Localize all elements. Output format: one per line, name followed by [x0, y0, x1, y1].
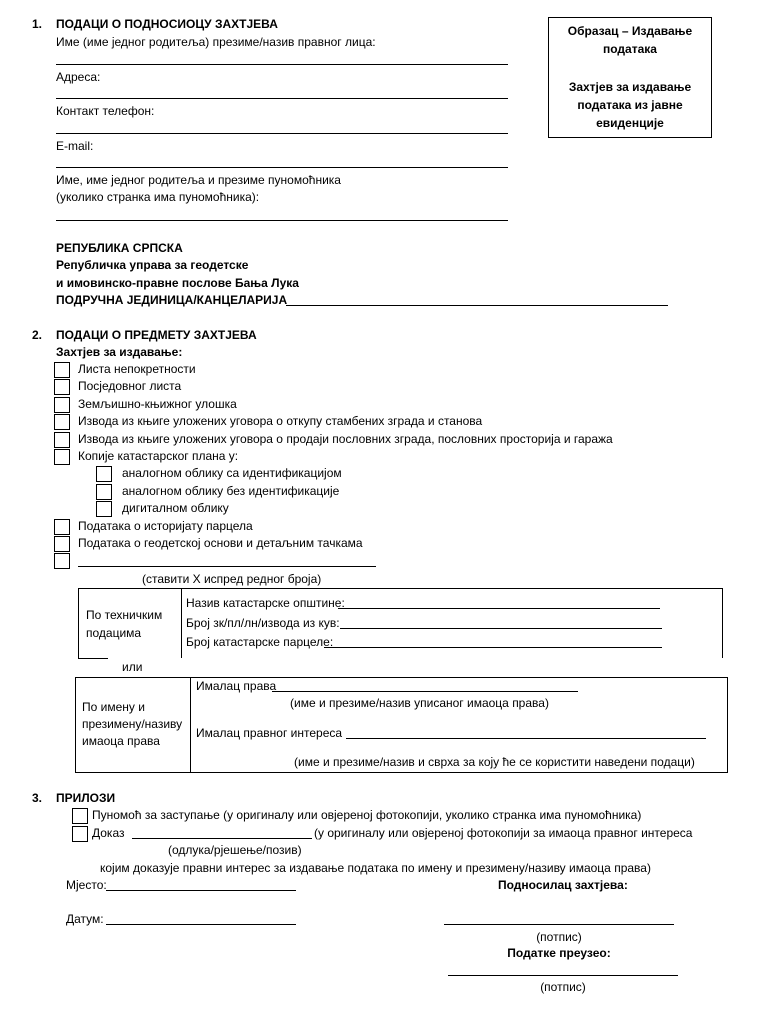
date-label: Датум: — [66, 912, 104, 926]
section-2-title: ПОДАЦИ О ПРЕДМЕТУ ЗАХТЈЕВА — [56, 328, 257, 342]
tech-box-bottom-stub — [78, 658, 108, 659]
office-unit-field[interactable] — [286, 305, 668, 306]
by-name-label: По имену и — [82, 700, 145, 714]
proxy-label-note: (уколико странка има пуномоћника): — [56, 190, 260, 204]
tech-data-label: По техничким — [86, 608, 163, 622]
or-label: или — [122, 660, 143, 674]
checkbox-analog-without-id[interactable] — [96, 484, 112, 500]
checkbox-digital[interactable] — [96, 501, 112, 517]
phone-field[interactable] — [56, 133, 508, 134]
signature-hint: (потпис) — [536, 930, 582, 944]
by-name-label-2: презимену/називу — [82, 717, 183, 731]
subitem-label: аналогном облику без идентификације — [122, 484, 340, 498]
item-label: Извода из књиге уложених уговора о продаји пословних зграда, пословних просторија и гаража — [78, 432, 613, 446]
form-title-line: евиденције — [596, 116, 664, 130]
section-1-title: ПОДАЦИ О ПОДНОСИОЦУ ЗАХТЈЕВА — [56, 17, 278, 31]
form-title-line: података — [603, 42, 657, 56]
checkbox-analog-with-id[interactable] — [96, 466, 112, 482]
tech-box-divider — [181, 588, 182, 658]
mark-note: (ставити X испред редног броја) — [142, 572, 322, 586]
proxy-label: Име, име једног родитеља и презиме пуномоћника — [56, 173, 341, 187]
address-field[interactable] — [56, 98, 508, 99]
signature-hint-2: (потпис) — [540, 980, 586, 994]
checkbox-other[interactable] — [54, 553, 70, 569]
office-authority: Републичка управа за геодетске — [56, 258, 249, 272]
item-label: Података о геодетској основи и детаљним тачкама — [78, 536, 363, 550]
office-authority-2: и имовинско-правне послове Бања Лука — [56, 276, 299, 290]
section-2-subtitle: Захтјев за издавање: — [56, 345, 183, 359]
checkbox-extract-business[interactable] — [54, 432, 70, 448]
checkbox-proof[interactable] — [72, 826, 88, 842]
other-item-field[interactable] — [78, 566, 376, 567]
section-3-number: 3. — [32, 791, 43, 805]
form-title-line: Образац – Издавање — [567, 24, 693, 38]
parcel-number-label: Број катастарске парцеле: — [186, 635, 334, 649]
tech-data-label-2: подацима — [86, 626, 142, 640]
tech-box-top — [78, 588, 722, 589]
extract-number-field[interactable] — [340, 628, 662, 629]
attachment-label: Пуномоћ за заступање (у оригиналу или овјереној фотокопији, уколико странка има пуномоћника) — [92, 808, 642, 822]
proof-label: Доказ — [92, 826, 125, 840]
date-field[interactable] — [106, 924, 296, 925]
applicant-signature-field[interactable] — [444, 924, 674, 925]
section-1-number: 1. — [32, 17, 43, 31]
holder-label: Ималац права — [196, 679, 277, 693]
address-label: Адреса: — [56, 70, 101, 84]
proof-purpose: којим доказује правни интерес за издавање података по имену и презимену/називу имаоца права) — [100, 861, 651, 875]
item-label: Података о историјату парцела — [78, 519, 253, 533]
received-by-signature-field[interactable] — [448, 975, 678, 976]
holder-hint: (име и презиме/назив уписаног имаоца права) — [290, 696, 549, 710]
item-label: Земљишно-књижног улошка — [78, 397, 237, 411]
place-label: Мјесто: — [66, 878, 107, 892]
email-field[interactable] — [56, 167, 508, 168]
applicant-name-label: Име (име једног родитеља) презиме/назив правног лица: — [56, 35, 376, 49]
checkbox-geodetic-basis[interactable] — [54, 536, 70, 552]
interest-field[interactable] — [346, 738, 706, 739]
checkbox-parcel-history[interactable] — [54, 519, 70, 535]
parcel-number-field[interactable] — [324, 647, 662, 648]
proof-label-cont: (у оригиналу или овјереној фотокопији за имаоца правног интереса — [314, 826, 693, 840]
received-by-label: Податке преузео: — [507, 946, 611, 960]
municipality-field[interactable] — [338, 608, 660, 609]
section-3-title: ПРИЛОЗИ — [56, 791, 116, 805]
applicant-name-field[interactable] — [56, 64, 508, 65]
email-label: E-mail: — [56, 139, 94, 153]
checkbox-cadastral-plan[interactable] — [54, 449, 70, 465]
extract-number-label: Број зк/пл/лн/извода из кув: — [186, 616, 340, 630]
applicant-signature-label: Подносилац захтјева: — [498, 878, 628, 892]
tech-box-right — [722, 588, 723, 658]
name-box-divider — [190, 677, 191, 772]
checkbox-property-list[interactable] — [54, 362, 70, 378]
checkbox-possession-sheet[interactable] — [54, 379, 70, 395]
proof-hint: (одлука/рјешење/позив) — [168, 843, 302, 857]
holder-field[interactable] — [272, 691, 578, 692]
subitem-label: дигиталном облику — [122, 501, 229, 515]
section-2-number: 2. — [32, 328, 43, 342]
interest-hint: (име и презиме/назив и сврха за коју ће се користити наведени подаци) — [294, 755, 695, 769]
by-name-label-3: имаоца права — [82, 734, 160, 748]
form-title-line: Захтјев за издавање — [568, 80, 692, 94]
proxy-field[interactable] — [56, 220, 508, 221]
office-unit-label: ПОДРУЧНА ЈЕДИНИЦА/КАНЦЕЛАРИЈА — [56, 293, 288, 307]
proof-field[interactable] — [132, 838, 312, 839]
subitem-label: аналогном облику са идентификацијом — [122, 466, 342, 480]
municipality-label: Назив катастарске општине: — [186, 596, 345, 610]
checkbox-power-of-attorney[interactable] — [72, 808, 88, 824]
item-label: Посједовног листа — [78, 379, 182, 393]
interest-label: Ималац правног интереса — [196, 726, 343, 740]
checkbox-extract-housing[interactable] — [54, 414, 70, 430]
checkbox-land-registry[interactable] — [54, 397, 70, 413]
item-label: Извода из књиге уложених уговора о откупу стамбених зграда и станова — [78, 414, 483, 428]
office-republic: РЕПУБЛИКА СРПСКА — [56, 241, 183, 255]
form-title-line: података из јавне — [577, 98, 683, 112]
item-label: Листа непокретности — [78, 362, 196, 376]
item-label: Копије катастарског плана у: — [78, 449, 239, 463]
phone-label: Контакт телефон: — [56, 104, 155, 118]
tech-box-left — [78, 588, 79, 658]
place-field[interactable] — [106, 890, 296, 891]
